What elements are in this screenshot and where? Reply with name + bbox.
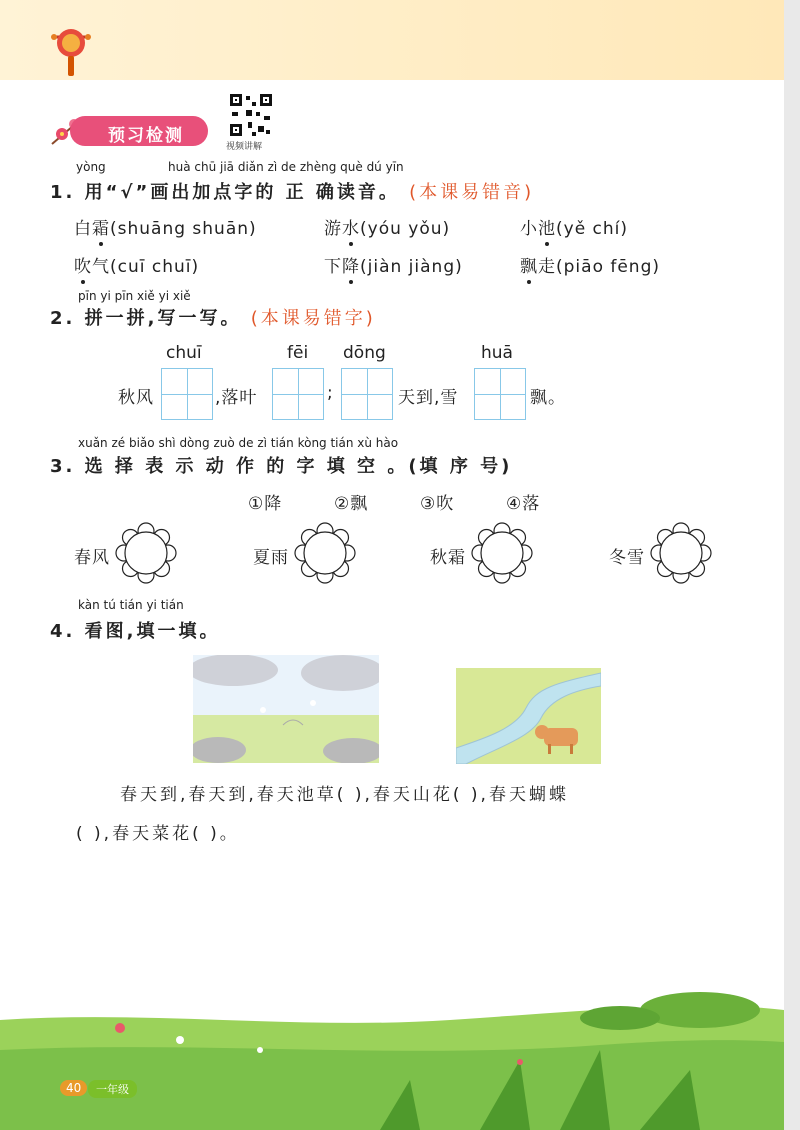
q2-text-1: 秋风 <box>118 388 154 408</box>
river-and-ox-illustration <box>456 668 601 764</box>
q1-item-5[interactable]: 下降(jiàn jiàng) <box>324 257 463 277</box>
q3-heading <box>50 452 512 478</box>
page-number: 40 <box>60 1080 87 1096</box>
page-edge <box>784 0 800 1130</box>
q2-note: (本课易错字) <box>250 308 376 329</box>
writing-box-1[interactable] <box>161 368 213 420</box>
q1-pinyin-2: huà chū jiā diǎn zì de zhèng què dú yīn <box>168 160 404 174</box>
meadow-decoration <box>0 990 784 1130</box>
q1-item-1[interactable]: 白霜(shuāng shuān) <box>74 219 257 239</box>
q4-title: 看图,填一填。 <box>84 621 221 642</box>
drum-icon <box>50 25 92 77</box>
q4-number: 4. <box>50 621 76 642</box>
q1-note: (本课易错音) <box>409 182 535 203</box>
q1-item-6[interactable]: 飘走(piāo fēng) <box>520 257 661 277</box>
q1-title: 用“√”画出加点字的 正 确读音。 <box>84 182 400 203</box>
q3-number: 3. <box>50 456 76 477</box>
grade-label: 一年级 <box>88 1080 137 1098</box>
top-band <box>0 0 800 80</box>
q4-fill-line-2[interactable]: ( ),春天菜花( )。 <box>76 824 240 844</box>
q1-number: 1. <box>50 182 76 203</box>
q2-text-4: 天到,雪 <box>398 388 459 408</box>
q4-heading <box>50 617 221 643</box>
q1-item-3[interactable]: 小池(yě chí) <box>520 219 629 239</box>
flower-answer-box-4[interactable] <box>650 522 712 584</box>
q4-fill-line-1[interactable]: 春天到,春天到,春天池草( ),春天山花( ),春天蝴蝶 <box>120 785 569 805</box>
option-2: ②飘 <box>334 494 369 514</box>
section-banner-label: 预习检测 <box>108 126 184 146</box>
q2-heading <box>50 304 376 330</box>
q2-text-2: ,落叶 <box>215 388 258 408</box>
flower-answer-box-1[interactable] <box>115 522 177 584</box>
section-banner <box>50 112 210 150</box>
spring-blossom-illustration <box>193 655 379 763</box>
box-pinyin-1: chuī <box>166 343 202 363</box>
option-1: ①降 <box>248 494 283 514</box>
box-pinyin-4: huā <box>481 343 513 363</box>
writing-box-2[interactable] <box>272 368 324 420</box>
q2-title: 拼一拼,写一写。 <box>84 308 242 329</box>
q2-text-5: 飘。 <box>530 388 566 408</box>
blank-label-3: 秋霜 <box>430 548 466 568</box>
writing-box-3[interactable] <box>341 368 393 420</box>
q1-item-2[interactable]: 游水(yóu yǒu) <box>324 219 451 239</box>
flower-answer-box-2[interactable] <box>294 522 356 584</box>
qr-caption: 视频讲解 <box>226 142 263 152</box>
q3-pinyin: xuǎn zé biǎo shì dòng zuò de zì tián kòng tián xù hào <box>78 436 399 450</box>
blank-label-4: 冬雪 <box>609 548 645 568</box>
q1-pinyin-1: yòng <box>76 160 106 174</box>
q2-number: 2. <box>50 308 76 329</box>
option-3: ③吹 <box>420 494 455 514</box>
q2-text-3: ; <box>327 383 334 403</box>
q4-pinyin: kàn tú tián yi tián <box>78 598 184 612</box>
blank-label-1: 春风 <box>74 548 110 568</box>
box-pinyin-2: fēi <box>287 343 309 363</box>
option-4: ④落 <box>506 494 541 514</box>
q3-title: 选 择 表 示 动 作 的 字 填 空 。(填 序 号) <box>84 456 513 477</box>
box-pinyin-3: dōng <box>343 343 386 363</box>
blank-label-2: 夏雨 <box>253 548 289 568</box>
writing-box-4[interactable] <box>474 368 526 420</box>
q2-pinyin: pīn yi pīn xiě yi xiě <box>78 289 191 303</box>
qr-code-icon[interactable] <box>228 92 274 138</box>
flower-answer-box-3[interactable] <box>471 522 533 584</box>
q1-item-4[interactable]: 吹气(cuī chuī) <box>74 257 200 277</box>
q1-heading <box>50 178 534 204</box>
